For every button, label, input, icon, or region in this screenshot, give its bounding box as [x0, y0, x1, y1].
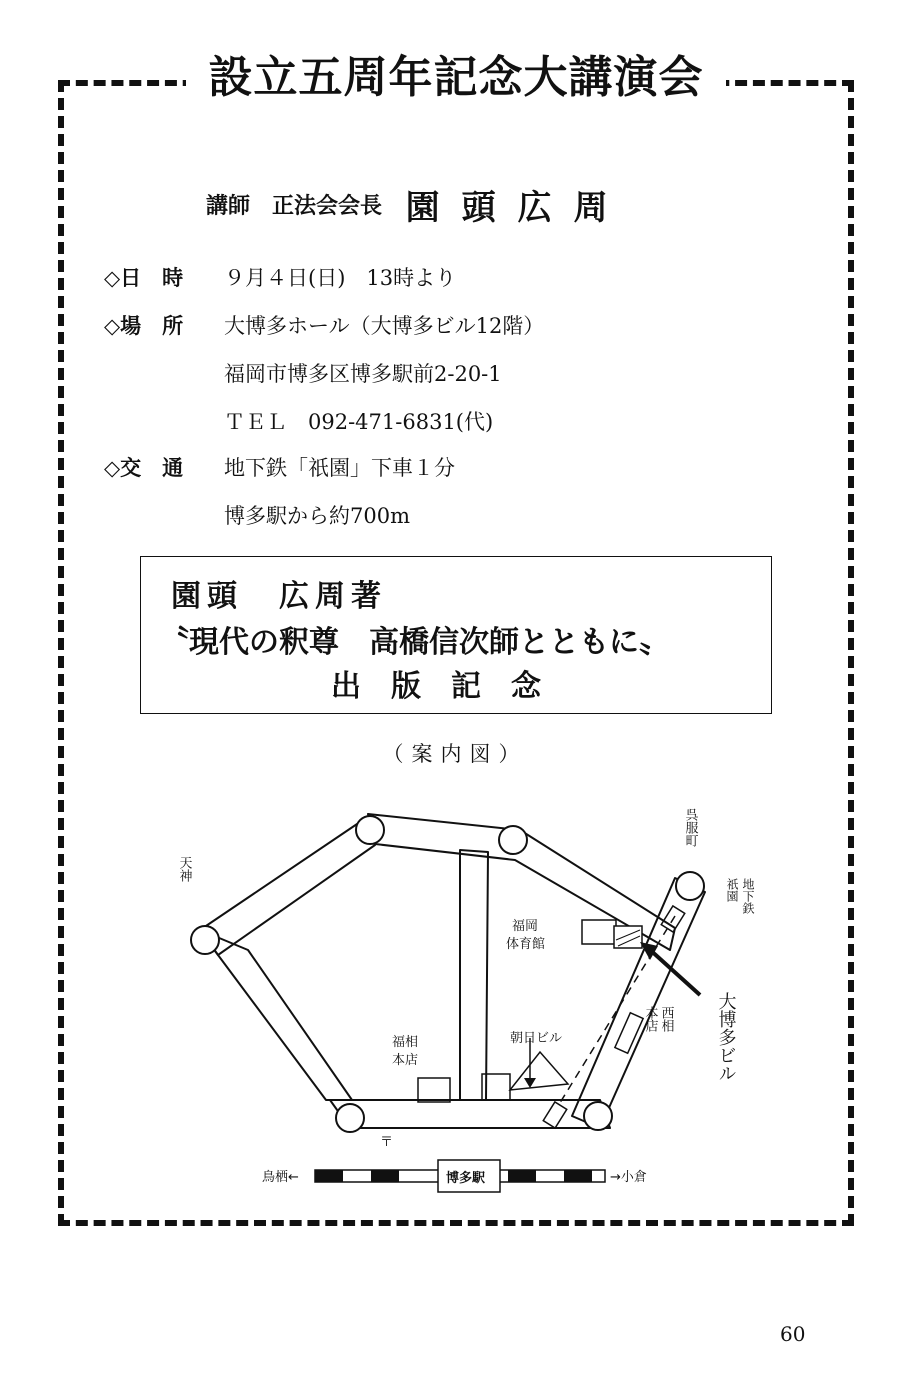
label-post-office: 〒: [380, 1135, 394, 1150]
road-end-right-top: [676, 872, 704, 900]
label-higashi-sou-1: 福相: [392, 1035, 419, 1050]
detail-distance: [224, 500, 410, 532]
book-announcement-box: [140, 556, 772, 714]
road-upper-left: [200, 822, 375, 955]
label-nishi-sou-1: 西相: [658, 1006, 674, 1032]
lecturer-line: [206, 180, 766, 230]
label-subway-2: 祇園: [725, 878, 739, 902]
road-end-top: [356, 816, 384, 844]
detail-value: 博多駅から約700m: [224, 504, 410, 528]
road-right-diagonal: [572, 878, 705, 1128]
label-gym-1: 福岡: [512, 919, 539, 934]
detail-access: [104, 452, 455, 484]
hakata-subway-marker: [543, 1102, 567, 1128]
road-left: [200, 930, 352, 1100]
road-end-bottom-left: [336, 1104, 364, 1132]
nishi-sou-honten: [615, 1013, 643, 1053]
detail-label: ◇交 通: [104, 456, 184, 480]
detail-date: [104, 262, 456, 294]
higashi-sou-honten: [418, 1078, 450, 1102]
detail-value: ＴＥＬ 092-471-6831(代): [224, 410, 494, 434]
label-subway-1: 地下鉄: [741, 878, 755, 914]
label-higashi-sou-2: 本店: [392, 1053, 419, 1068]
label-torisu: 鳥栖←: [262, 1170, 299, 1185]
label-kokura: →小倉: [610, 1170, 647, 1185]
label-tenjin: 天神: [176, 856, 192, 882]
page-number: 60: [780, 1322, 806, 1346]
book-author: 園頭 広周著: [171, 579, 387, 614]
detail-phone: [224, 406, 493, 438]
label-asahi: 朝日ビル: [510, 1031, 563, 1046]
lecturer-name: 園頭広周: [405, 188, 630, 228]
lecturer-role: 講師 正法会会長: [206, 194, 383, 219]
road-end-left: [191, 926, 219, 954]
road-end-top-right: [499, 826, 527, 854]
guide-map: [170, 800, 755, 1200]
fukuoka-gym: [582, 920, 616, 944]
page-title: 設立五周年記念大講演会: [186, 48, 726, 108]
label-hakata-station: 博多駅: [446, 1171, 486, 1186]
label-nishi-sou-2: 本店: [642, 1006, 658, 1032]
road-end-bottom-right: [584, 1102, 612, 1130]
detail-value: 大博多ホール（大博多ビル12階）: [224, 314, 545, 338]
book-publication-commemoration: 出 版 記 念: [331, 669, 541, 704]
road-middle-vertical: [460, 850, 488, 1100]
book-title: 〝現代の釈尊 高橋信次師とともに〟: [159, 625, 669, 660]
detail-label: ◇日 時: [104, 266, 184, 290]
building-pointer-arrow: [648, 948, 700, 995]
detail-value: ９月４日(日) 13時より: [224, 266, 457, 290]
detail-value: 地下鉄「祇園」下車１分: [224, 456, 455, 480]
map-caption: （案内図）: [382, 742, 528, 766]
asahi-triangle: [510, 1052, 568, 1090]
detail-address: [224, 358, 502, 390]
label-gofukumachi: 呉服町: [682, 808, 698, 847]
label-gym-2: 体育館: [506, 937, 546, 952]
asahi-arrow-head: [524, 1078, 536, 1088]
label-daihakata-building: 大博多ビル: [715, 992, 737, 1082]
detail-value: 福岡市博多区博多駅前2-20-1: [224, 362, 502, 386]
detail-label: ◇場 所: [104, 314, 184, 338]
detail-venue: [104, 310, 544, 342]
road-bottom: [330, 1100, 610, 1128]
